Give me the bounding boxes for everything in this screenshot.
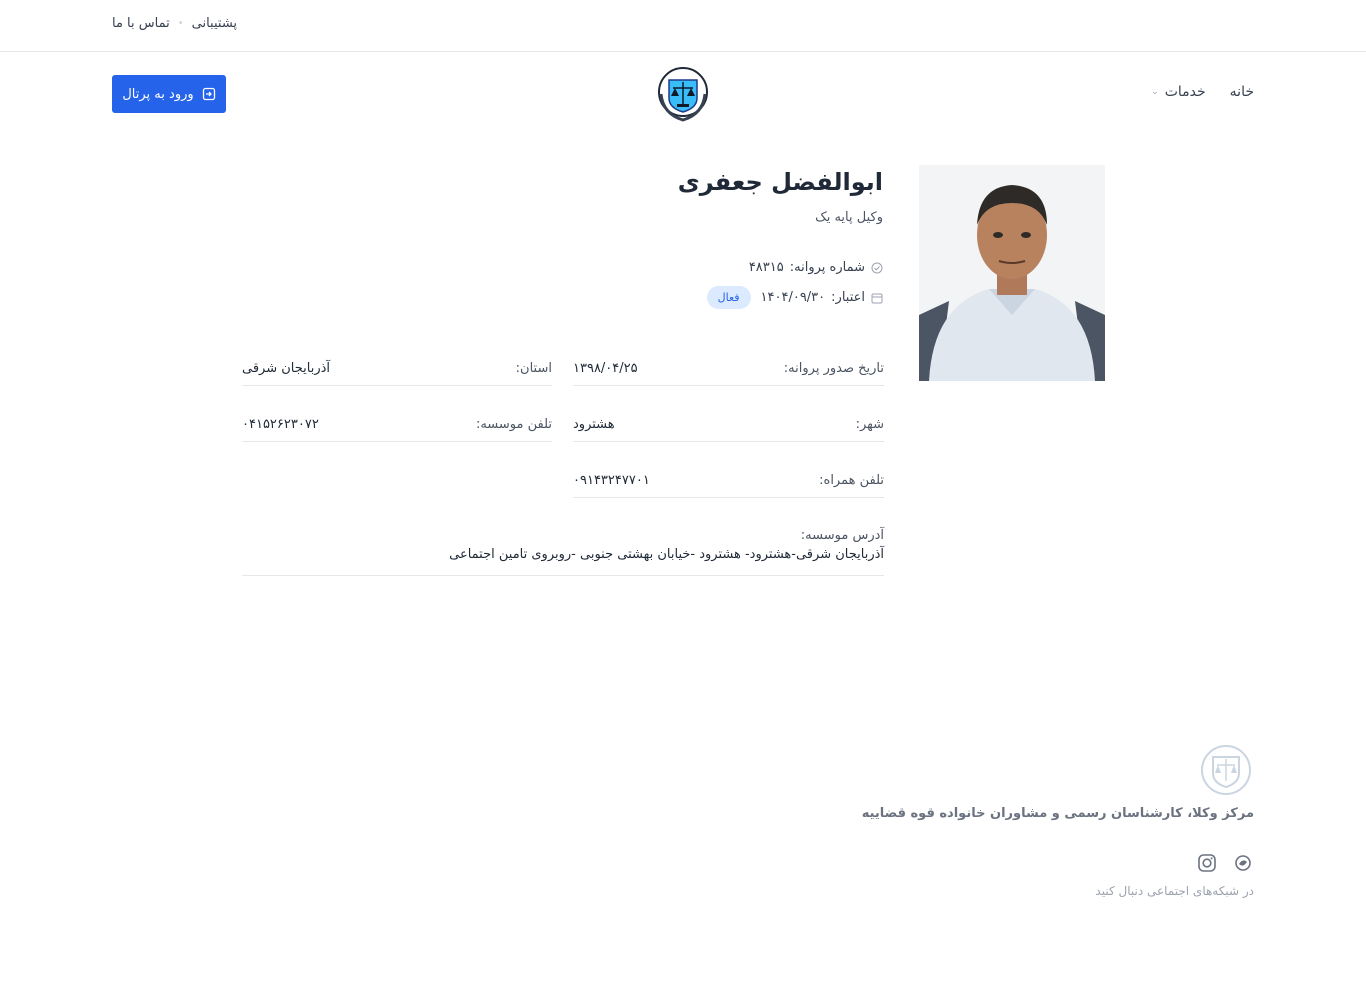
detail-label: شهر:	[855, 417, 884, 432]
validity-date: ۱۴۰۴/۰۹/۳۰	[760, 290, 826, 305]
detail-value: ۰۴۱۵۲۶۲۳۰۷۲	[242, 417, 319, 432]
detail-row-province	[242, 352, 552, 386]
detail-label: تاریخ صدور پروانه:	[783, 361, 884, 376]
instagram-icon[interactable]	[1196, 852, 1218, 874]
chevron-down-icon: ⌄	[1151, 87, 1159, 97]
portal-login-button[interactable]	[112, 75, 226, 113]
login-icon	[202, 87, 216, 101]
support-link[interactable]: پشتیبانی	[191, 16, 238, 31]
validity-label: اعتبار:	[831, 290, 865, 305]
detail-label: تلفن همراه:	[819, 473, 884, 488]
detail-row-city	[573, 408, 884, 442]
nav-item-label: خدمات	[1164, 84, 1206, 100]
detail-label: استان:	[515, 361, 552, 376]
license-label: شماره پروانه:	[789, 260, 865, 275]
portal-button-label: ورود به پرتال	[122, 86, 194, 102]
judiciary-logo[interactable]	[653, 64, 713, 124]
nav-item-label: خانه	[1229, 84, 1254, 100]
lawyer-role: وکیل پایه یک	[815, 210, 883, 225]
detail-value: ۰۹۱۴۳۲۴۷۷۰۱	[573, 473, 650, 488]
check-circle-icon	[871, 262, 883, 274]
status-badge: فعال	[707, 286, 751, 309]
detail-label: آدرس موسسه:	[800, 528, 884, 543]
detail-row-office-phone	[242, 408, 552, 442]
lawyer-photo	[919, 165, 1105, 381]
calendar-icon	[871, 292, 883, 304]
link-separator: •	[177, 18, 184, 29]
detail-value: آذربایجان شرقی	[242, 361, 331, 376]
license-number: ۴۸۳۱۵	[748, 260, 784, 275]
nav-item-home[interactable]	[1230, 84, 1254, 100]
detail-row-mobile	[573, 464, 884, 498]
detail-row-address	[242, 528, 884, 576]
top-links	[112, 16, 237, 31]
footer-org-name: مرکز وکلا، کارشناسان رسمی و مشاوران خانواده قوه قضاییه	[861, 806, 1254, 821]
nav-item-services[interactable]	[1151, 84, 1206, 100]
detail-row-issue-date	[573, 352, 884, 386]
detail-value: هشترود	[573, 417, 615, 432]
contact-link[interactable]: تماس با ما	[112, 16, 170, 31]
social-links	[1196, 852, 1254, 874]
lawyer-name: ابوالفضل جعفری	[677, 168, 883, 196]
license-number-row	[749, 260, 883, 275]
footer-follow-text: در شبکه‌های اجتماعی دنبال کنید	[1095, 884, 1254, 898]
detail-value: ۱۳۹۸/۰۴/۲۵	[573, 361, 638, 376]
validity-row	[707, 286, 883, 309]
detail-value: آذربایجان شرقی-هشترود- هشترود -خیابان بهشتی جنوبی -روبروی تامین اجتماعی	[449, 547, 884, 562]
main-nav	[1151, 84, 1254, 100]
detail-label: تلفن موسسه:	[475, 417, 552, 432]
footer-logo	[1199, 743, 1253, 797]
eitaa-icon[interactable]	[1232, 852, 1254, 874]
